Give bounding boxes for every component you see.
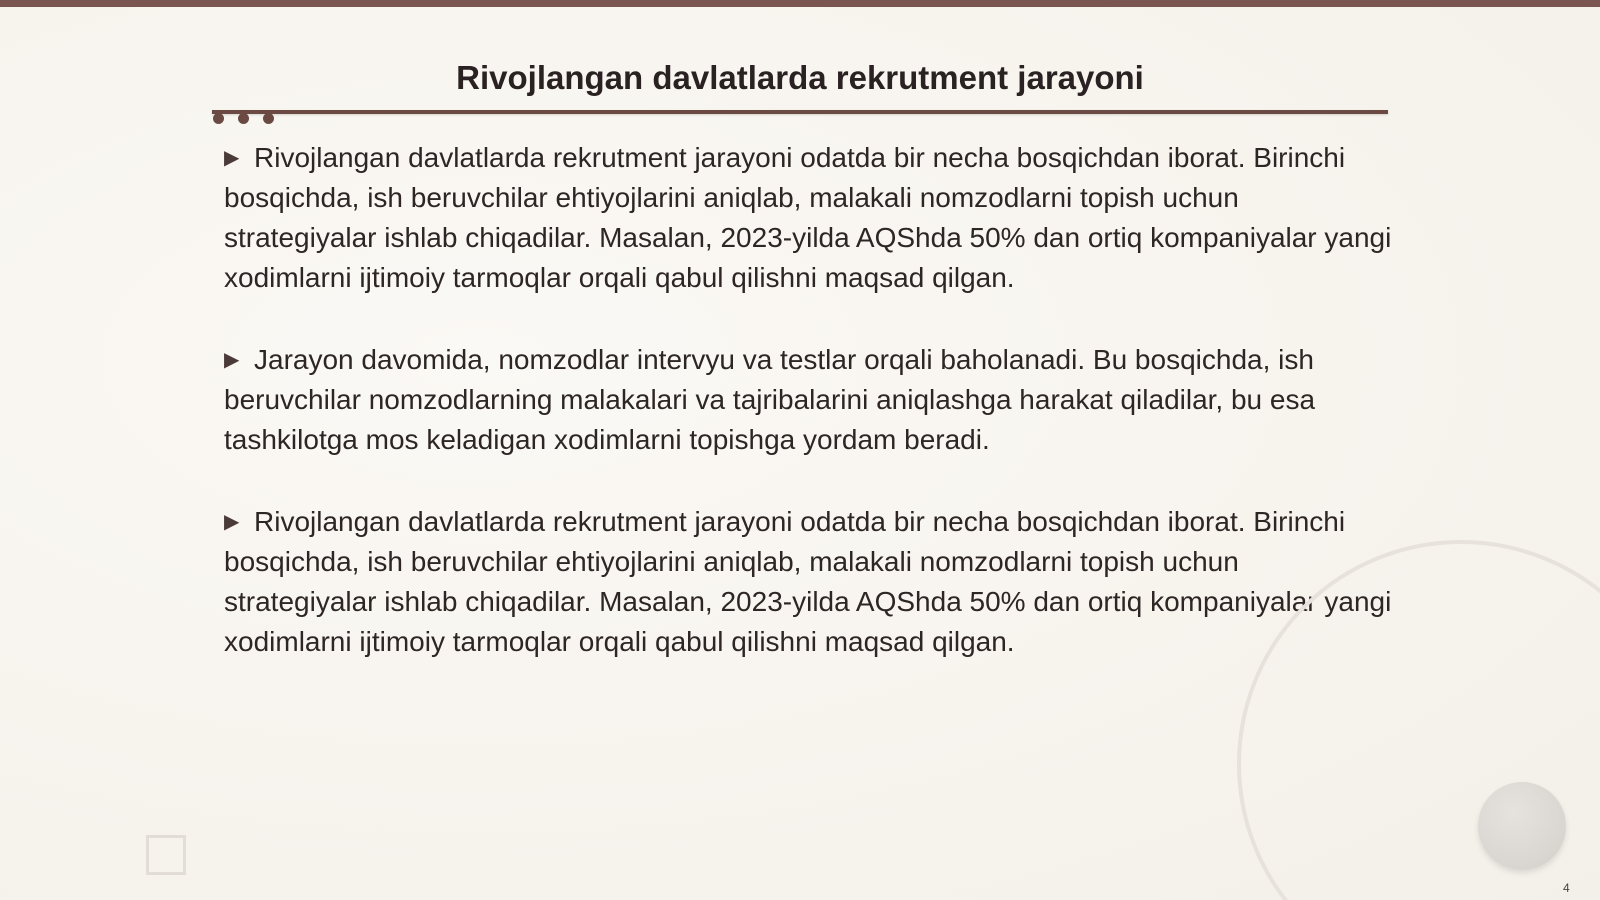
bullet-arrow-icon: ▶	[224, 349, 240, 371]
bullet-arrow-icon: ▶	[224, 147, 240, 169]
bullet-text: Jarayon davomida, nomzodlar intervyu va testlar orqali baholanadi. Bu bosqichda, ish beruvchilar nomzodlarning malakalari va tajribalarini aniqlashga harakat qiladilar, bu esa tashkilotga mos keladigan xodimlarni topishga yordam beradi.	[224, 344, 1316, 455]
decor-square	[146, 835, 186, 875]
decor-dot	[213, 113, 224, 124]
bullet-text: Rivojlangan davlatlarda rekrutment jarayoni odatda bir necha bosqichdan iborat. Birinchi bosqichda, ish beruvchilar ehtiyojlarini aniqlab, malakali nomzodlarni topish uchun strategiyalar ishlab chiqadilar. Masalan, 2023-yilda AQShda 50% dan ortiq kompaniyalar yangi xodimlarni ijtimoiy tarmoqlar orqali qabul qilishni maqsad qilgan.	[224, 506, 1392, 657]
bullet-item	[224, 502, 1394, 662]
decor-dot	[263, 113, 274, 124]
decor-dot	[238, 113, 249, 124]
bullet-arrow-icon: ▶	[224, 511, 240, 533]
bullet-item	[224, 340, 1394, 460]
page-number: 4	[1563, 881, 1570, 895]
bullet-list	[224, 138, 1394, 704]
bullet-item	[224, 138, 1394, 298]
slide-title: Rivojlangan davlatlarda rekrutment jarayoni	[456, 59, 1144, 96]
bullet-text: Rivojlangan davlatlarda rekrutment jarayoni odatda bir necha bosqichdan iborat. Birinchi bosqichda, ish beruvchilar ehtiyojlarini aniqlab, malakali nomzodlarni topish uchun strategiyalar ishlab chiqadilar. Masalan, 2023-yilda AQShda 50% dan ortiq kompaniyalar yangi xodimlarni ijtimoiy tarmoqlar orqali qabul qilishni maqsad qilgan.	[224, 142, 1392, 293]
decor-sphere	[1478, 782, 1566, 870]
top-accent-bar	[0, 0, 1600, 7]
title-underline	[212, 110, 1388, 114]
